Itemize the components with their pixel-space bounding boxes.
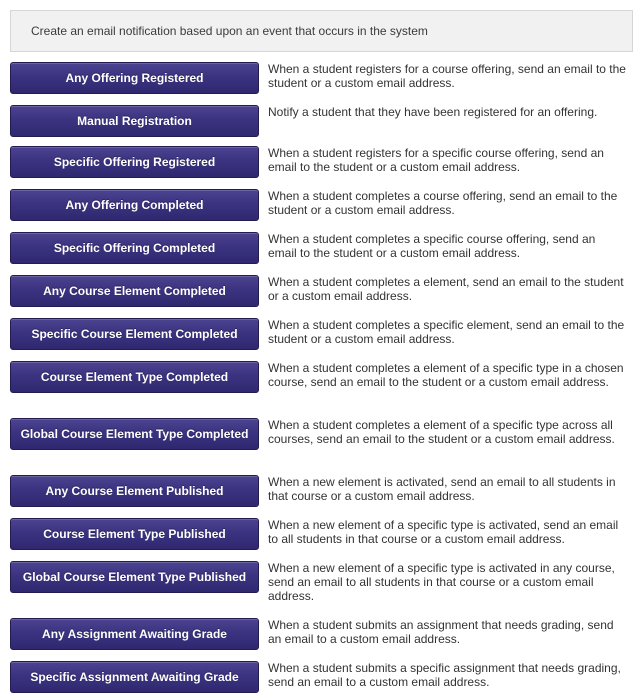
specific-offering-completed-button[interactable]: Specific Offering Completed bbox=[10, 232, 259, 264]
event-description: When a student completes a specific course offering, send an email to the student or a custom email address. bbox=[268, 232, 596, 260]
event-description: When a student completes a specific element, send an email to the student or a custom email address. bbox=[268, 318, 625, 346]
event-description: When a new element of a specific type is activated in any course, send an email to all students in that course or a custom email address. bbox=[268, 561, 615, 603]
event-description: When a student submits an assignment that needs grading, send an email to a custom email address. bbox=[268, 618, 614, 646]
specific-offering-registered-button[interactable]: Specific Offering Registered bbox=[10, 146, 259, 178]
page-header-text: Create an email notification based upon an event that occurs in the system bbox=[31, 24, 428, 38]
event-description: When a student completes a course offering, send an email to the student or a custom email address. bbox=[268, 189, 618, 217]
course-element-type-completed-button[interactable]: Course Element Type Completed bbox=[10, 361, 259, 393]
manual-registration-button[interactable]: Manual Registration bbox=[10, 105, 259, 137]
event-description: When a student submits a specific assignment that needs grading, send an email to a custom email address. bbox=[268, 661, 621, 689]
specific-course-element-completed-button[interactable]: Specific Course Element Completed bbox=[10, 318, 259, 350]
event-description: Notify a student that they have been registered for an offering. bbox=[268, 105, 598, 119]
event-description: When a student completes a element, send an email to the student or a custom email address. bbox=[268, 275, 624, 303]
any-offering-completed-button[interactable]: Any Offering Completed bbox=[10, 189, 259, 221]
specific-assignment-awaiting-grade-button[interactable]: Specific Assignment Awaiting Grade bbox=[10, 661, 259, 693]
event-description: When a new element is activated, send an email to all students in that course or a custom email address. bbox=[268, 475, 616, 503]
event-description: When a student completes a element of a specific type across all courses, send an email to the student or a custom email address. bbox=[268, 418, 615, 446]
event-description: When a student registers for a specific course offering, send an email to the student or a custom email address. bbox=[268, 146, 604, 174]
event-description: When a new element of a specific type is activated, send an email to all students in that course or a custom email address. bbox=[268, 518, 619, 546]
event-description: When a student completes a element of a specific type in a chosen course, send an email to the student or a custom email address. bbox=[268, 361, 624, 389]
global-course-element-type-published-button[interactable]: Global Course Element Type Published bbox=[10, 561, 259, 593]
any-course-element-published-button[interactable]: Any Course Element Published bbox=[10, 475, 259, 507]
any-assignment-awaiting-grade-button[interactable]: Any Assignment Awaiting Grade bbox=[10, 618, 259, 650]
global-course-element-type-completed-button[interactable]: Global Course Element Type Completed bbox=[10, 418, 259, 450]
any-offering-registered-button[interactable]: Any Offering Registered bbox=[10, 62, 259, 94]
any-course-element-completed-button[interactable]: Any Course Element Completed bbox=[10, 275, 259, 307]
course-element-type-published-button[interactable]: Course Element Type Published bbox=[10, 518, 259, 550]
event-description: When a student registers for a course offering, send an email to the student or a custom email address. bbox=[268, 62, 626, 90]
